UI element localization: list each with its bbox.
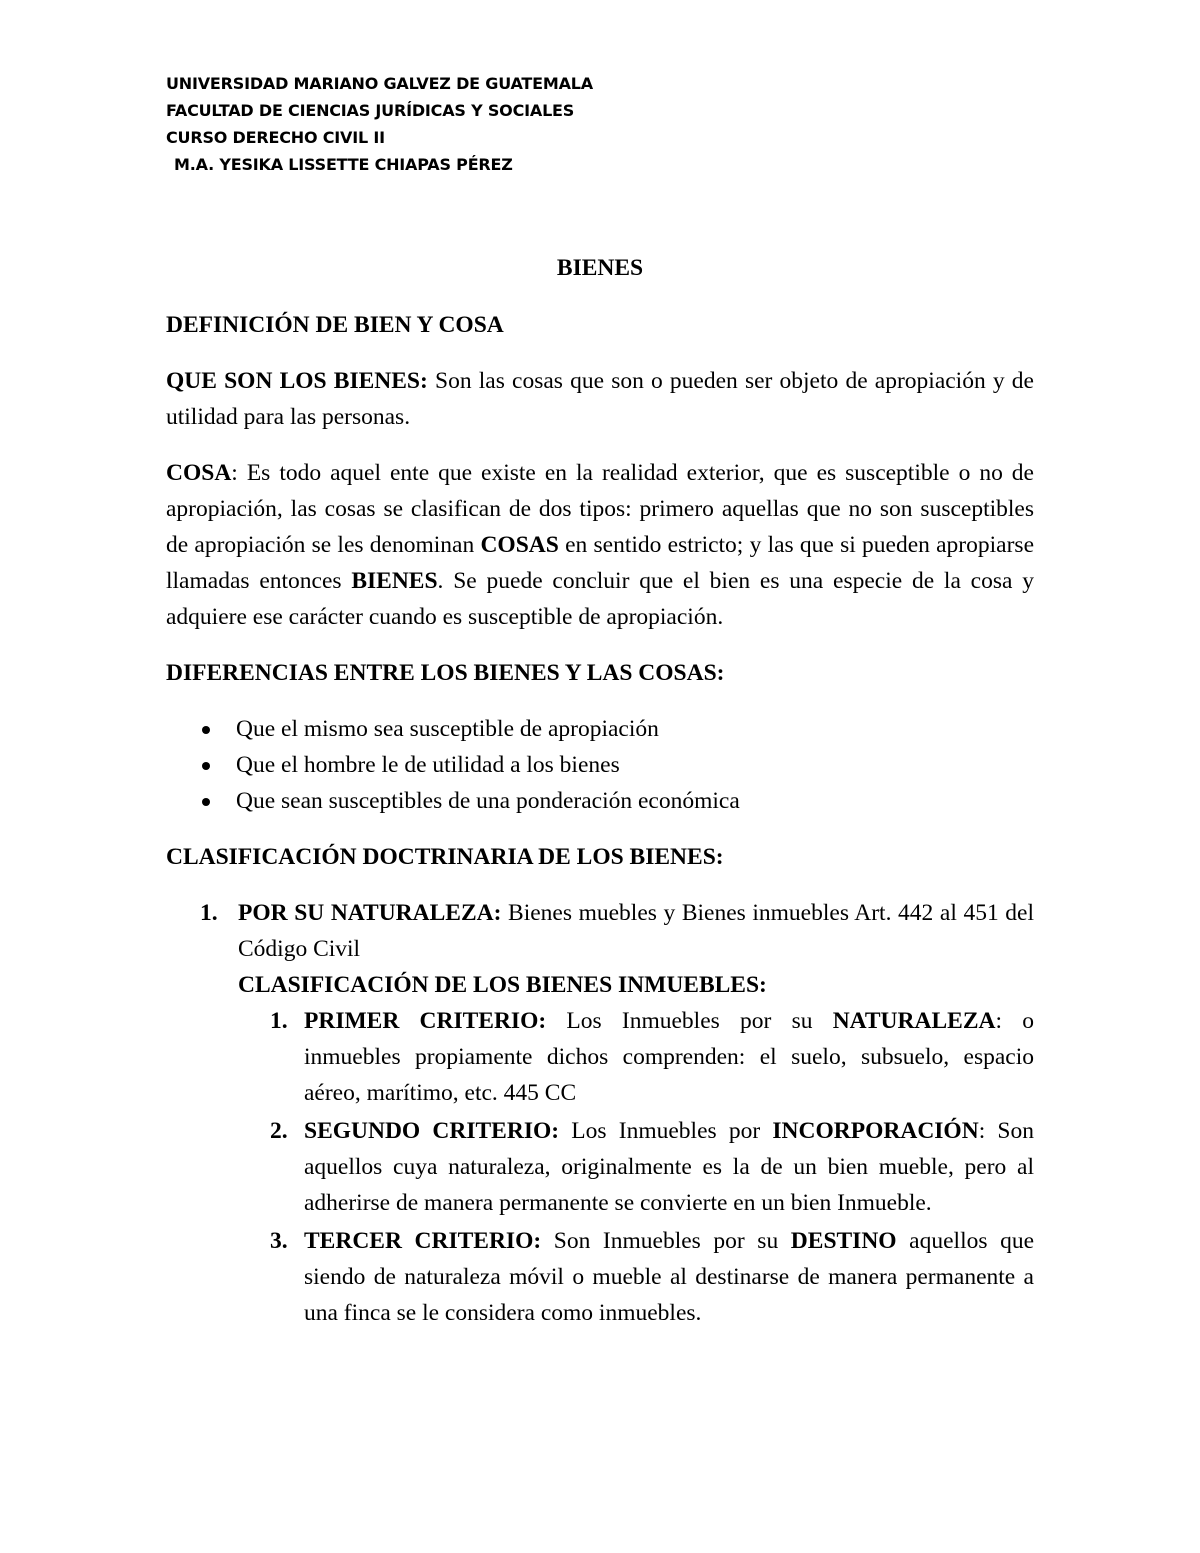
- criterion-text-2: : o inmuebles propiamente dichos comprenden: el suelo, subsuelo, espacio aéreo, marítimo, etc. 445 CC: [304, 1008, 1034, 1106]
- criterion-label: TERCER CRITERIO:: [304, 1228, 542, 1254]
- item-number: 1.: [200, 900, 218, 926]
- header-course: CURSO DERECHO CIVIL II: [166, 128, 385, 147]
- header-faculty: FACULTAD DE CIENCIAS JURÍDICAS Y SOCIALES: [166, 101, 575, 120]
- classification-item-1: [166, 895, 1034, 967]
- heading-inmuebles: CLASIFICACIÓN DE LOS BIENES INMUEBLES:: [238, 972, 767, 998]
- criterion-2: [166, 1113, 1034, 1221]
- text-cosa-3: . Se puede concluir que el bien es una especie de la cosa y adquiere ese carácter cuando es susceptible de apropiación.: [166, 568, 1034, 630]
- document-title: BIENES: [556, 255, 644, 281]
- paragraph-cosa: [166, 455, 1034, 635]
- differences-list: [166, 711, 1034, 819]
- text-cosa-1: : Es todo aquel ente que existe en la realidad exterior, que es susceptible o no de apropiación, las cosas se clasifican de dos tipos: primero aquellas que no son susceptibles de apropiación se les denominan: [166, 460, 1034, 558]
- text-cosa-2: en sentido estricto; y las que si pueden apropiarse llamadas entonces: [166, 532, 1034, 594]
- heading-classification: CLASIFICACIÓN DOCTRINARIA DE LOS BIENES:: [166, 844, 724, 870]
- list-item-text: Que el hombre le de utilidad a los bienes: [236, 752, 620, 778]
- label-que-son: QUE SON LOS BIENES:: [166, 368, 428, 394]
- criterion-text-2: aquellos que siendo de naturaleza móvil o mueble al destinarse de manera permanente a una finca se le considera como inmuebles.: [304, 1228, 1035, 1326]
- list-item-text: Que sean susceptibles de una ponderación económica: [236, 788, 740, 814]
- heading-differences: DIFERENCIAS ENTRE LOS BIENES Y LAS COSAS:: [166, 660, 725, 686]
- criterion-number: 2.: [270, 1118, 288, 1144]
- criterion-text-2: : Son aquellos cuya naturaleza, originalmente es la de un bien mueble, pero al adherirse de manera permanente se convierte en un bien Inmueble.: [304, 1118, 1034, 1216]
- list-item: [166, 783, 1034, 819]
- criterion-bold: DESTINO: [790, 1228, 897, 1254]
- bullet-icon: [202, 726, 210, 734]
- criterion-bold: INCORPORACIÓN: [772, 1118, 979, 1144]
- document-header: [166, 70, 593, 178]
- list-item: [166, 711, 1034, 747]
- criterion-text-1: Son Inmuebles por su: [541, 1228, 791, 1254]
- label-por-su-naturaleza: POR SU NATURALEZA:: [238, 900, 502, 926]
- header-university: UNIVERSIDAD MARIANO GALVEZ DE GUATEMALA: [166, 74, 593, 93]
- heading-definition: DEFINICIÓN DE BIEN Y COSA: [166, 312, 504, 338]
- bold-cosas: COSAS: [480, 532, 559, 558]
- criterion-3: [166, 1223, 1034, 1331]
- text-por-su-naturaleza: Bienes muebles y Bienes inmuebles Art. 442 al 451 del Código Civil: [238, 900, 1034, 962]
- text-que-son: Son las cosas que son o pueden ser objeto de apropiación y de utilidad para las personas.: [166, 368, 1034, 430]
- criterion-1: [166, 1003, 1034, 1111]
- bullet-icon: [202, 762, 210, 770]
- list-item: [166, 747, 1034, 783]
- list-item-text: Que el mismo sea susceptible de apropiación: [236, 716, 659, 742]
- header-professor: M.A. YESIKA LISSETTE CHIAPAS PÉREZ: [174, 155, 513, 174]
- bold-bienes: BIENES: [351, 568, 438, 594]
- criterion-number: 1.: [270, 1008, 288, 1034]
- criterion-bold: NATURALEZA: [832, 1008, 996, 1034]
- criterion-text-1: Los Inmuebles por: [559, 1118, 773, 1144]
- bullet-icon: [202, 798, 210, 806]
- criterion-label: SEGUNDO CRITERIO:: [304, 1118, 560, 1144]
- label-cosa: COSA: [166, 460, 232, 486]
- document-body: [166, 250, 1034, 1331]
- paragraph-que-son: [166, 363, 1034, 435]
- criterion-number: 3.: [270, 1228, 288, 1254]
- criterion-label: PRIMER CRITERIO:: [304, 1008, 547, 1034]
- criterion-text-1: Los Inmuebles por su: [546, 1008, 833, 1034]
